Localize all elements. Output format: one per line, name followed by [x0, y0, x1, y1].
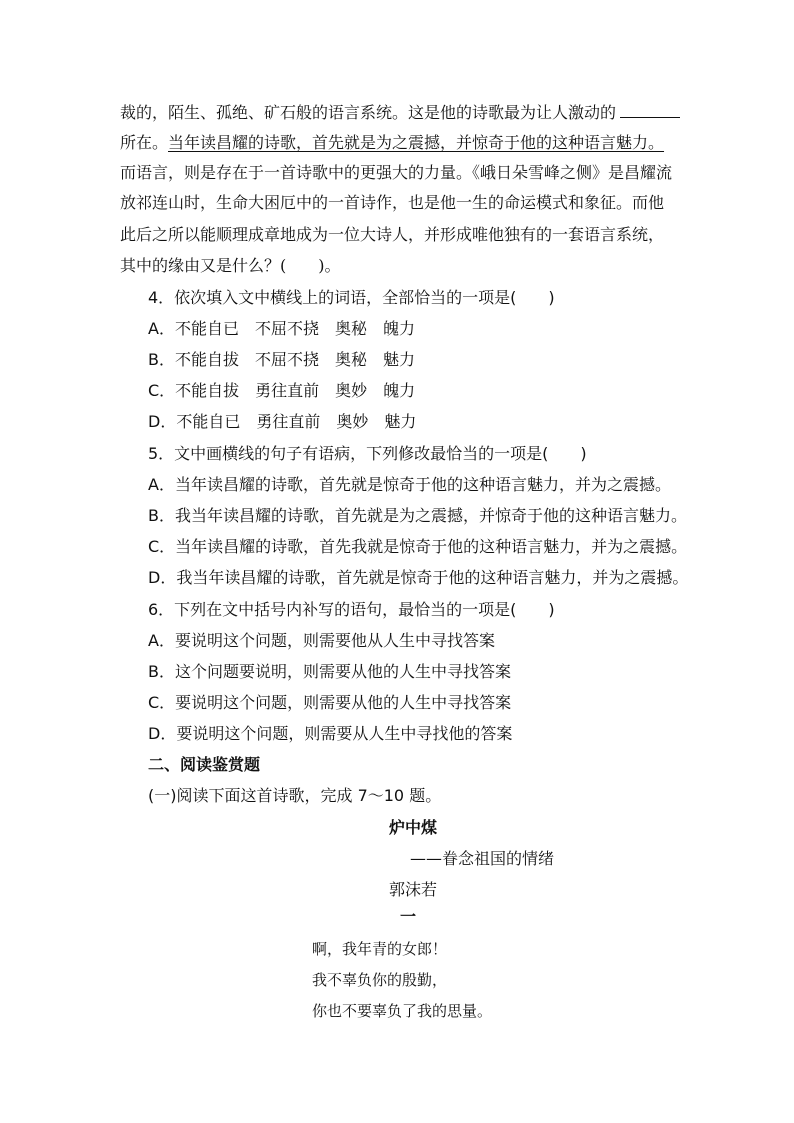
- question-4-option-b: B．不能自拔 不屈不挠 奥秘 魅力: [148, 350, 415, 369]
- poem-subtitle: ——眷念祖国的情绪: [410, 849, 555, 868]
- question-6-option-a: A．要说明这个问题，则需要他从人生中寻找答案: [148, 631, 495, 650]
- passage-line-1-text: 裁的，陌生、孤绝、矿石般的语言系统。这是他的诗歌最为让人激动的: [120, 103, 617, 122]
- passage-line-3: 而语言，则是存在于一首诗歌中的更强大的力量。《峨日朵雪峰之侧》是昌耀流: [120, 163, 673, 182]
- question-5-option-a: A．当年读昌耀的诗歌，首先就是惊奇于他的这种语言魅力，并为之震撼。: [148, 475, 671, 494]
- question-6-stem: 6．下列在文中括号内补写的语句，最恰当的一项是( ): [148, 600, 555, 619]
- poem-author: 郭沫若: [389, 880, 438, 899]
- question-4-option-a: A．不能自已 不屈不挠 奥秘 魄力: [148, 319, 415, 338]
- poem-title: 炉中煤: [389, 818, 438, 837]
- passage-line-2: [120, 130, 664, 153]
- question-5-stem: 5．文中画横线的句子有语病，下列修改最恰当的一项是( ): [148, 444, 587, 463]
- passage-line-1: [120, 100, 680, 123]
- question-6-option-d: D．要说明这个问题，则需要从人生中寻找他的答案: [148, 724, 513, 743]
- question-6-option-c: C．要说明这个问题，则需要从他的人生中寻找答案: [148, 693, 512, 712]
- passage-line-2-start: 所在。: [120, 133, 169, 152]
- underlined-sentence: 当年读昌耀的诗歌，首先就是为之震撼，并惊奇于他的这种语言魅力。: [168, 133, 665, 152]
- section-heading: 二、阅读鉴赏题: [148, 755, 261, 774]
- poem-line-3: 你也不要辜负了我的思量。: [312, 1002, 493, 1020]
- question-5-option-b: B．我当年读昌耀的诗歌，首先就是为之震撼，并惊奇于他的这种语言魅力。: [148, 506, 687, 525]
- poem-part-number: 一: [400, 907, 417, 926]
- poem-line-1: 啊，我年青的女郎！: [312, 940, 448, 958]
- question-4-option-d: D．不能自已 勇往直前 奥妙 魅力: [148, 412, 417, 431]
- question-4-option-c: C．不能自拔 勇往直前 奥妙 魄力: [148, 381, 416, 400]
- passage-line-4: 放祁连山时，生命大困厄中的一首诗作，也是他一生的命运模式和象征。而他: [120, 193, 665, 212]
- section-instruction: (一)阅读下面这首诗歌，完成 7～10 题。: [148, 786, 442, 805]
- question-6-option-b: B．这个问题要说明，则需要从他的人生中寻找答案: [148, 662, 511, 681]
- passage-line-5: 此后之所以能顺理成章地成为一位大诗人，并形成唯他独有的一套语言系统，: [120, 225, 665, 244]
- question-4-stem: 4．依次填入文中横线上的词语，全部恰当的一项是( ): [148, 288, 555, 307]
- answer-blank: [620, 103, 680, 118]
- question-5-option-d: D．我当年读昌耀的诗歌，首先就是惊奇于他的这种语言魅力，并为之震撼。: [148, 568, 689, 587]
- question-5-option-c: C．当年读昌耀的诗歌，首先我就是惊奇于他的这种语言魅力，并为之震撼。: [148, 537, 688, 556]
- passage-line-6: 其中的缘由又是什么？( )。: [120, 256, 341, 275]
- poem-line-2: 我不辜负你的殷勤，: [312, 971, 448, 989]
